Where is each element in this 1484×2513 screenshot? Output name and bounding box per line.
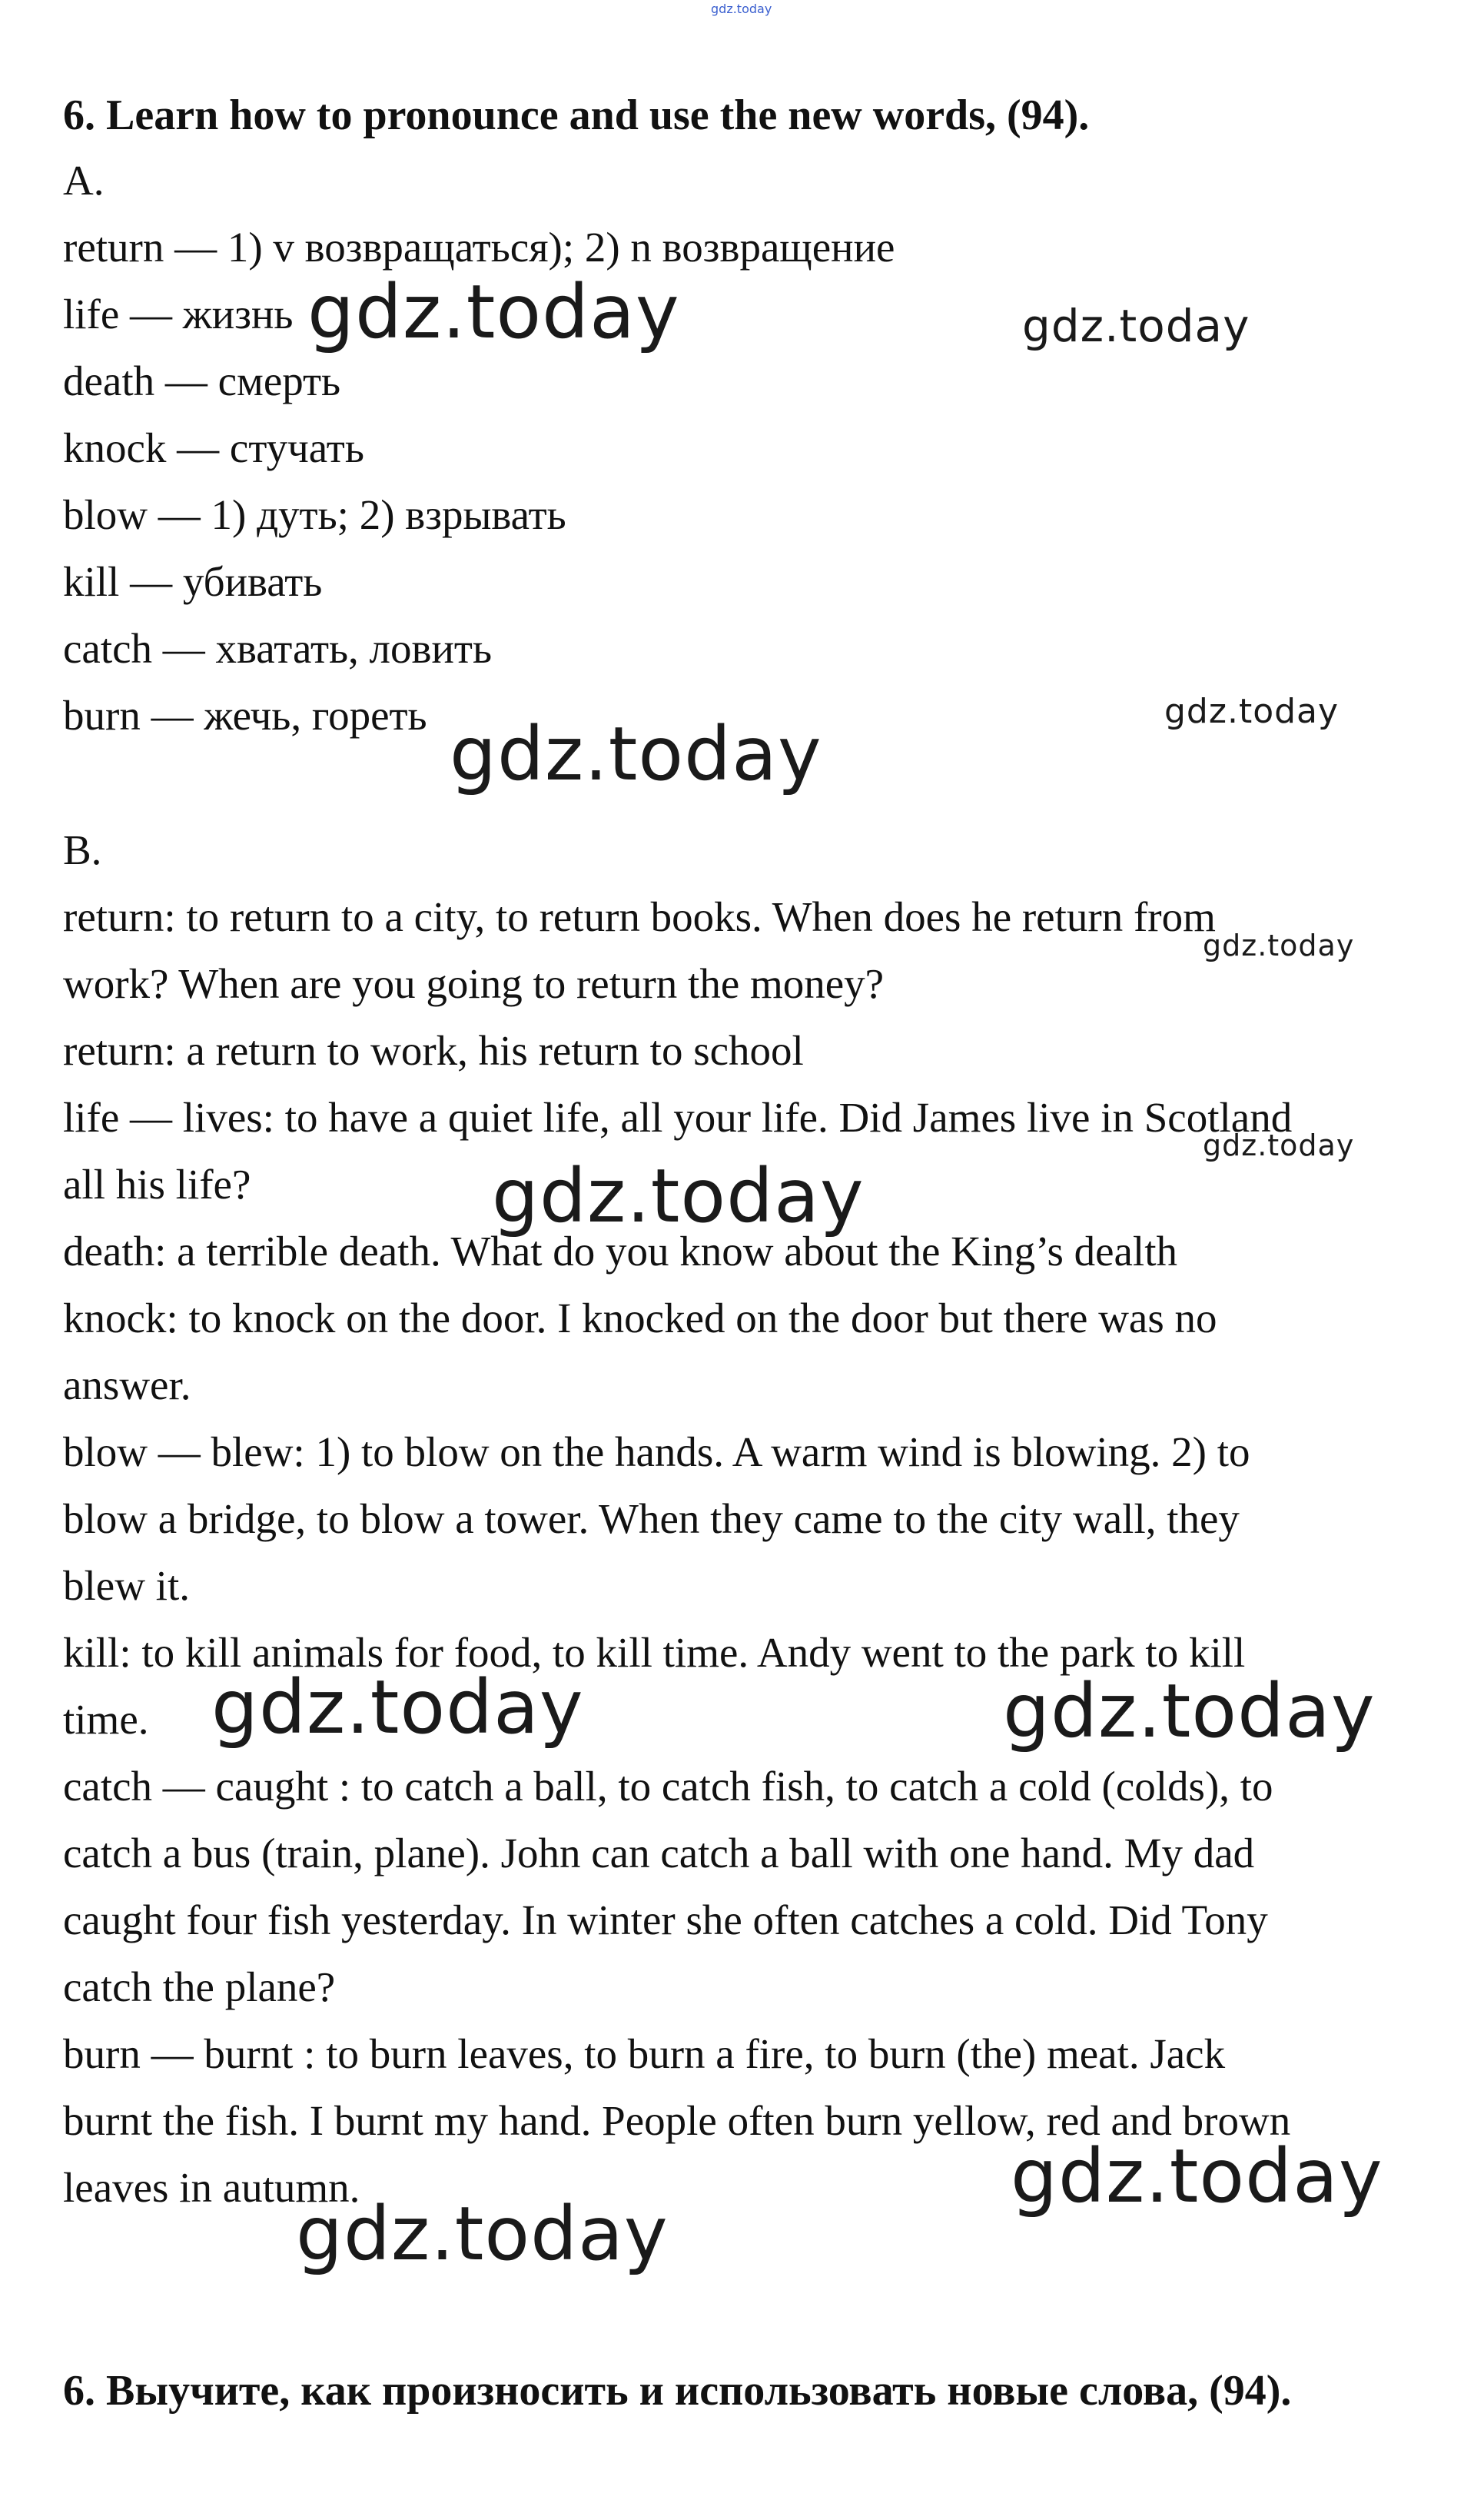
vocab-line: burn — жечь, гореть [63, 692, 427, 739]
watermark: gdz.today [1164, 692, 1340, 731]
watermark: gdz.today [1203, 929, 1355, 962]
watermark: gdz.today [492, 1153, 865, 1239]
watermark: gdz.today [296, 2191, 669, 2277]
example-line: return: a return to work, his return to school [63, 1027, 804, 1074]
vocab-line: blow — 1) дуть; 2) взрывать [63, 491, 566, 538]
example-line: blew it. [63, 1562, 190, 1609]
example-line: caught four fish yesterday. In winter she often catches a cold. Did Tony [63, 1896, 1268, 1943]
top-watermark: gdz.today [711, 2, 772, 16]
watermark: gdz.today [1022, 300, 1250, 352]
watermark: gdz.today [450, 711, 822, 797]
example-line: blow — blew: 1) to blow on the hands. A warm wind is blowing. 2) to [63, 1428, 1250, 1475]
vocab-line: kill — убивать [63, 558, 323, 605]
watermark: gdz.today [211, 1664, 584, 1750]
section-c-heading: 6. Выучите, как произносить и использовать новые слова, (94). [63, 2367, 1292, 2415]
example-line: catch the plane? [63, 1963, 336, 2010]
section-a-heading: 6. Learn how to pronounce and use the new words, (94). [63, 91, 1090, 139]
example-line: knock: to knock on the door. I knocked on the door but there was no [63, 1295, 1217, 1341]
example-line: burn — burnt : to burn leaves, to burn a fire, to burn (the) meat. Jack [63, 2030, 1226, 2077]
vocab-line: knock — стучать [63, 424, 364, 471]
example-line: catch a bus (train, plane). John can catch a ball with one hand. My dad [63, 1830, 1255, 1876]
example-line: kill: to kill animals for food, to kill time. Andy went to the park to kill [63, 1629, 1246, 1676]
watermark: gdz.today [1011, 2133, 1383, 2219]
example-line: return: to return to a city, to return books. When does he return from [63, 893, 1216, 940]
example-line: life — lives: to have a quiet life, all your life. Did James live in Scotland [63, 1094, 1293, 1141]
example-line: work? When are you going to return the money? [63, 960, 885, 1007]
example-line: answer. [63, 1361, 191, 1408]
example-line: catch — caught : to catch a ball, to catch fish, to catch a cold (colds), to [63, 1763, 1273, 1810]
vocab-line: death — смерть [63, 357, 341, 404]
section-a-label: A. [63, 157, 105, 204]
example-line: all his life? [63, 1161, 251, 1208]
example-line: burnt the fish. I burnt my hand. People often burn yellow, red and brown [63, 2097, 1291, 2144]
watermark: gdz.today [1003, 1668, 1376, 1754]
watermark: gdz.today [307, 269, 680, 355]
vocab-line: life — жизнь [63, 291, 294, 337]
example-line: death: a terrible death. What do you know about the King’s dealth [63, 1228, 1177, 1275]
example-line: leaves in autumn. [63, 2164, 360, 2211]
vocab-line: catch — хватать, ловить [63, 625, 493, 672]
section-b-label: B. [63, 826, 102, 873]
watermark: gdz.today [1203, 1129, 1355, 1162]
example-line: time. [63, 1696, 149, 1743]
vocab-line: return — 1) v возвращаться); 2) n возвращение [63, 224, 895, 271]
example-line: blow a bridge, to blow a tower. When they came to the city wall, they [63, 1495, 1240, 1542]
